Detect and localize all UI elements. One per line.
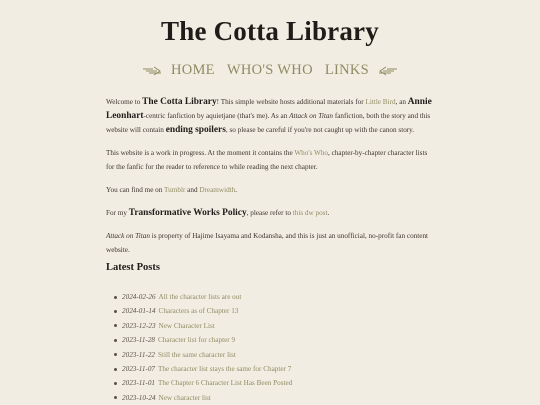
bullet-icon xyxy=(114,296,117,299)
find-me-text-3: . xyxy=(235,186,238,194)
attack-on-titan-italic-2: Attack on Titan xyxy=(106,232,150,240)
post-list-item xyxy=(114,348,292,362)
whos-who-link[interactable]: Who's Who xyxy=(294,149,329,157)
post-date: 2023-11-22 xyxy=(122,350,156,359)
post-date: 2024-01-14 xyxy=(122,307,156,316)
welcome-text-2: ! This simple website hosts additional materials for xyxy=(216,98,366,106)
post-link[interactable]: Characters as of Chapter 13 xyxy=(158,307,239,316)
attack-on-titan-italic: Attack on Titan xyxy=(289,112,334,120)
bullet-icon xyxy=(114,396,117,399)
post-link[interactable]: The Chapter 6 Character List Has Been Posted xyxy=(158,379,293,388)
post-link[interactable]: The character list stays the same for Chapter 7 xyxy=(158,364,292,373)
post-list-item xyxy=(114,376,292,390)
ending-spoilers-highlight: ending spoilers xyxy=(165,125,226,135)
post-link[interactable]: New Character List xyxy=(158,321,215,330)
post-date: 2023-11-07 xyxy=(122,364,156,373)
latest-posts-heading: Latest Posts xyxy=(106,262,160,273)
left-flourish-icon xyxy=(142,66,162,76)
intro-content xyxy=(106,95,436,266)
welcome-text-5: fanfiction, both the story and this website will contain xyxy=(106,112,431,134)
disclaimer-paragraph xyxy=(106,229,436,257)
policy-text-2: , please refer to xyxy=(246,209,293,217)
find-me-paragraph xyxy=(106,183,436,197)
site-name-highlight: The Cotta Library xyxy=(142,97,217,107)
latest-posts-list xyxy=(114,290,292,405)
wip-paragraph xyxy=(106,146,436,174)
disclaimer-text: is property of Hajime Isayama and Kodansha, and this is just an unofficial, no-profit fan content website. xyxy=(106,232,429,254)
post-list-item xyxy=(114,304,292,318)
welcome-text-4: -centric fanfiction by aquietjane (that's me). As an xyxy=(143,112,290,120)
transformative-works-policy-highlight: Transformative Works Policy xyxy=(128,208,247,218)
policy-paragraph xyxy=(106,206,436,220)
post-link[interactable]: Character list for chapter 9 xyxy=(158,336,236,345)
nav-whos-who-link[interactable]: WHO'S WHO xyxy=(226,62,313,78)
post-list-item xyxy=(114,391,292,405)
little-bird-link[interactable]: Little Bird xyxy=(365,98,396,106)
wip-text-2: , chapter-by-chapter character lists for the fanfic for the reader to reference to while reading the next chapter. xyxy=(106,149,428,171)
bullet-icon xyxy=(114,353,117,356)
post-list-item xyxy=(114,333,292,347)
post-date: 2023-11-28 xyxy=(122,336,156,345)
wip-text: This website is a work in progress. At the moment it contains the xyxy=(106,149,295,157)
nav-links-link[interactable]: LINKS xyxy=(324,62,370,78)
nav-home-link[interactable]: HOME xyxy=(170,62,215,78)
post-date: 2024-02-26 xyxy=(122,293,156,301)
policy-text: For my xyxy=(106,209,129,217)
bullet-icon xyxy=(114,382,117,385)
post-date: 2023-12-23 xyxy=(122,321,156,330)
bullet-icon xyxy=(114,339,117,342)
post-link[interactable]: Still the same character list xyxy=(158,350,236,359)
annie-leonhart-highlight: Annie Leonhart xyxy=(106,97,432,121)
bullet-icon xyxy=(114,324,117,327)
bullet-icon xyxy=(114,368,117,371)
post-list-item xyxy=(114,290,292,304)
dreamwidth-link[interactable]: Dreamwidth xyxy=(199,186,236,194)
post-link[interactable]: All the character lists are out xyxy=(158,293,242,301)
tumblr-link[interactable]: Tumblr xyxy=(164,186,186,194)
post-date: 2023-10-24 xyxy=(122,393,156,402)
find-me-text-2: and xyxy=(185,186,200,194)
dw-post-link[interactable]: this dw post xyxy=(292,209,328,217)
find-me-text: You can find me on xyxy=(106,186,165,194)
welcome-text-3: , an xyxy=(395,98,408,106)
post-link[interactable]: New character list xyxy=(158,393,211,402)
welcome-paragraph xyxy=(106,95,436,137)
right-flourish-icon xyxy=(378,66,398,76)
bullet-icon xyxy=(114,310,117,313)
main-nav xyxy=(0,62,540,79)
site-title: The Cotta Library xyxy=(161,16,379,46)
policy-text-3: . xyxy=(327,209,330,217)
post-list-item xyxy=(114,362,292,376)
welcome-text: Welcome to xyxy=(106,98,143,106)
post-date: 2023-11-01 xyxy=(122,379,156,388)
welcome-text-6: , so please be careful if you're not caught up with the canon story. xyxy=(225,126,415,134)
post-list-item xyxy=(114,319,292,333)
